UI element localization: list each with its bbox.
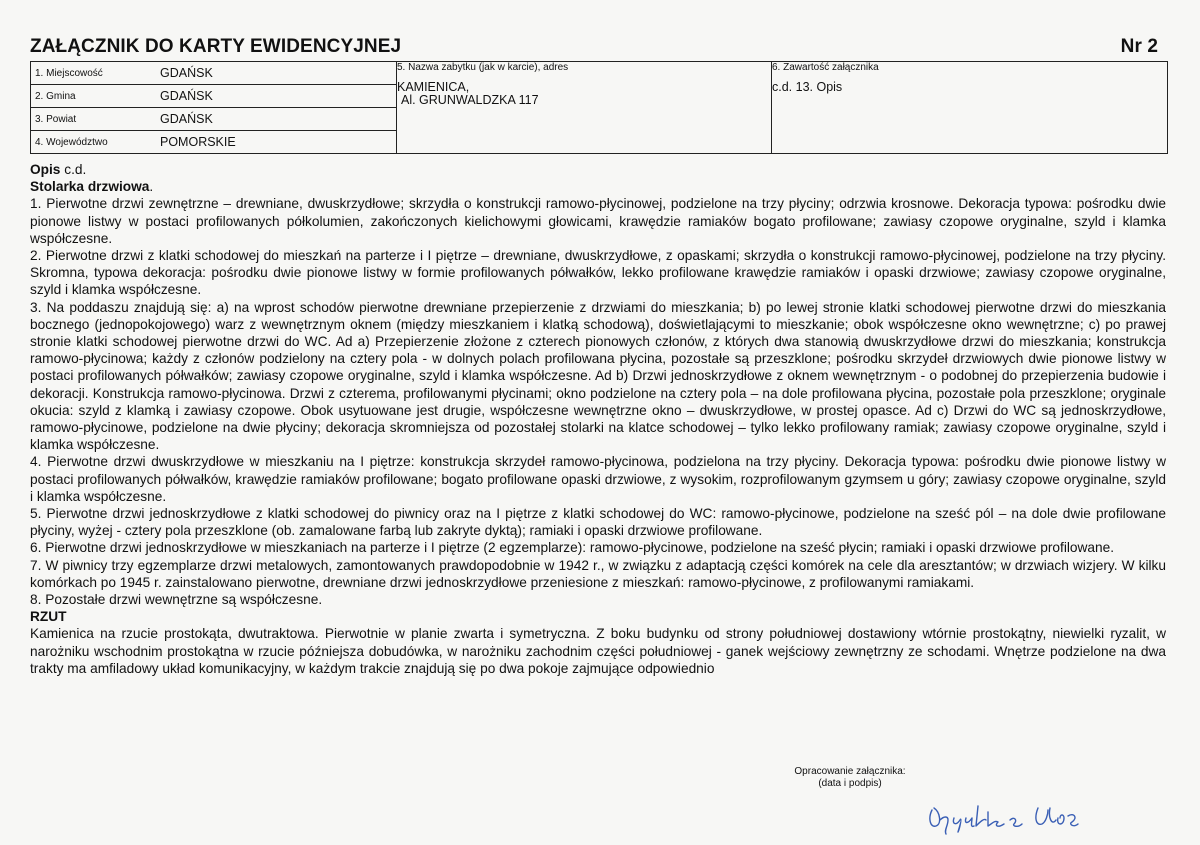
field-miejscowosc <box>31 62 397 85</box>
opis-cd: c.d. <box>60 162 87 177</box>
field-label: 6. Zawartość załącznika <box>772 62 879 73</box>
stolarka-heading-line <box>30 178 1166 195</box>
stolarka-dot: . <box>149 179 154 195</box>
field-nazwa <box>397 62 772 154</box>
field-value: c.d. 13. Opis <box>772 80 843 94</box>
rzut-paragraph: Kamienica na rzucie prostokąta, dwutraktowa. Pierwotnie w planie zwarta i symetryczna. Z boku budynku od strony południowej dostawiony wtórnie prostokątny, niewielki ryzalit, w narożniku wschodnim prostokątna w rzucie późniejsza dobudówka, w narożniku zachodnim części południowej - ganek wejściowy zewnętrzny ze schodami. Wnętrze podzielone na dwa trakty ma amfiladowy układ komunikacyjny, w każdym trakcie znajdują się po dwa pokoje zajmujące odpowiednio <box>30 626 1166 676</box>
field-wojewodztwo <box>31 131 397 154</box>
paragraph-7: 7. W piwnicy trzy egzemplarze drzwi metalowych, zamontowanych prawdopodobnie w 1942 r., w związku z adaptacją części komórek na cele dla aresztantów; w drzwiach wizjery. W kilku komórkach po 1945 r. zainstalowano pierwotne, drewniane drzwi jednoskrzydłowe przeniesione z mieszkań: ramowo-płycinowe, z profilowanymi ramiakami. <box>30 557 1166 590</box>
handwritten-signature <box>918 796 1098 836</box>
field-label: 2. Gmina <box>35 90 76 102</box>
info-table <box>30 61 1168 154</box>
paragraph-3: 3. Na poddaszu znajdują się: a) na wprost schodów pierwotne drewniane przepierzenie z drzwiami do mieszkania; b) po lewej stronie klatki schodowej pierwotne drzwi do mieszkania bocznego (jednopokojowego) warz z wewnętrznym oknem (między mieszkaniem i klatką schodową), doświetlającymi to mieszkanie; obok współczesne okno wewnętrzne; c) po prawej stronie klatki schodowej pierwotne drzwi do WC. Ad a) Przepierzenie złożone z czterech pionowych członów, z których dwa stanowią dwuskrzydłowe drzwi do mieszkania; konstrukcja ramowo-płycinowa; każdy z członów podzielony na cztery pola - w dolnych polach profilowana płycina, pozostałe są przeszklone; pośrodku skrzydeł drzwiowych dwie pionowe listwy w postaci profilowanych półwałków; zawiasy czopowe oryginalne, szyld i klamka współczesne. Ad b) Drzwi jednoskrzydłowe z oknem wewnętrznym - o podobnej do przepierzenia budowie i dekoracji. Konstrukcja ramowo-płycinowa. Drzwi z czterema, profilowanymi płycinami; okno podzielone na cztery pola – na dole profilowana płycina, pozostałe pola przeszklone; oryginale okucia: szyld z klamką i zawiasy czopowe. Obok usytuowane jest drugie, współczesne wewnętrzne okno – dwuskrzydłowe, w prostej opasce. Ad c) Drzwi do WC są jednoskrzydłowe, ramowo-płycinowe, podzielone na dwie płyciny; dekoracja skromniejsza od pozostałej stolarki na klatce schodowej – tylko lekko profilowany ramiak; zawiasy czopowe oryginalne, szyld i klamka współczesne. <box>30 299 1166 453</box>
paragraph-5: 5. Pierwotne drzwi jednoskrzydłowe z klatki schodowej do piwnicy oraz na I piętrze z klatki schodowej do WC: ramowo-płycinowe, podzielone na sześć pól – na dole dwie profilowane płyciny, wyżej - cztery pola przeszklone (ob. zamalowane farbą lub zakryte dyktą); ramiaki i opaski drzwiowe profilowane. <box>30 506 1166 539</box>
attachment-number: Nr 2 <box>1120 36 1158 57</box>
paragraph-1: 1. Pierwotne drzwi zewnętrzne – drewniane, dwuskrzydłowe; skrzydła o konstrukcji ramowo-płycinowej, podzielone na trzy płyciny; odrzwia krosnowe. Dekoracja typowa: pośrodku dwie pionowe listwy w postaci profilowanych półkolumien, zakończonych kielichowymi głowicami, krawędzie ramiaków bogato profilowane; zawiasy czopowe oryginalne, szyld i klamka współczesne. <box>30 196 1166 246</box>
page-title: ZAŁĄCZNIK DO KARTY EWIDENCYJNEJ <box>30 36 402 57</box>
field-value: GDAŃSK <box>160 66 213 80</box>
field-value: GDAŃSK <box>160 112 213 126</box>
preparation-note <box>760 766 940 790</box>
paragraph-2: 2. Pierwotne drzwi z klatki schodowej do mieszkań na parterze i I piętrze – drewniane, dwuskrzydłowe, z opaskami; skrzydła o konstrukcji ramowo-płycinowej, podzielone na trzy płyciny. Skromna, typowa dekoracja: pośrodku dwie pionowe listwy w formie profilowanych półwałków, lekko profilowane krawędzie ramiaków i opaski drzwiowe; zawiasy czopowe oryginalne, szyld i klamka współczesne. <box>30 248 1166 298</box>
prep-line-1: Opracowanie załącznika: <box>794 766 906 777</box>
field-label: 5. Nazwa zabytku (jak w karcie), adres <box>397 62 569 73</box>
opis-heading-line <box>30 161 1166 178</box>
field-powiat <box>31 108 397 131</box>
paragraph-8: 8. Pozostałe drzwi wewnętrzne są współczesne. <box>30 592 323 608</box>
field-zawartosc <box>772 62 1168 154</box>
field-label: 4. Województwo <box>35 136 108 148</box>
field-value-line1: KAMIENICA, <box>397 80 470 94</box>
field-value: GDAŃSK <box>160 89 213 103</box>
field-gmina <box>31 85 397 108</box>
description-body <box>30 161 1166 677</box>
rzut-heading: RZUT <box>30 609 67 625</box>
field-label: 3. Powiat <box>35 113 77 125</box>
paragraph-6: 6. Pierwotne drzwi jednoskrzydłowe w mieszkaniach na parterze i I piętrze (2 egzemplarze): ramowo-płycinowe, podzielone na sześć płycin; ramiaki i opaski drzwiowe profilowane. <box>30 540 1115 556</box>
stolarka-heading: Stolarka drzwiowa <box>30 179 150 195</box>
field-value-line2: Al. GRUNWALDZKA 117 <box>401 93 539 107</box>
field-label: 1. Miejscowość <box>35 67 103 79</box>
prep-line-2: (data i podpis) <box>818 778 882 789</box>
page-header <box>30 36 1166 58</box>
paragraph-4: 4. Pierwotne drzwi dwuskrzydłowe w mieszkaniu na I piętrze: konstrukcja skrzydeł ramowo-płycinowa, podzielona na trzy płyciny. Dekoracja typowa: pośrodku dwie pionowe listwy w postaci profilowanych półwałków, krawędzie ramiaków profilowane; bogato profilowane opaski drzwiowe, z wysokim, rozprofilowanym gzymsem u góry; zawiasy czopowe oryginalne, szyld i klamka współczesne. <box>30 454 1166 504</box>
opis-heading: Opis <box>30 162 61 177</box>
field-value: POMORSKIE <box>160 135 236 149</box>
